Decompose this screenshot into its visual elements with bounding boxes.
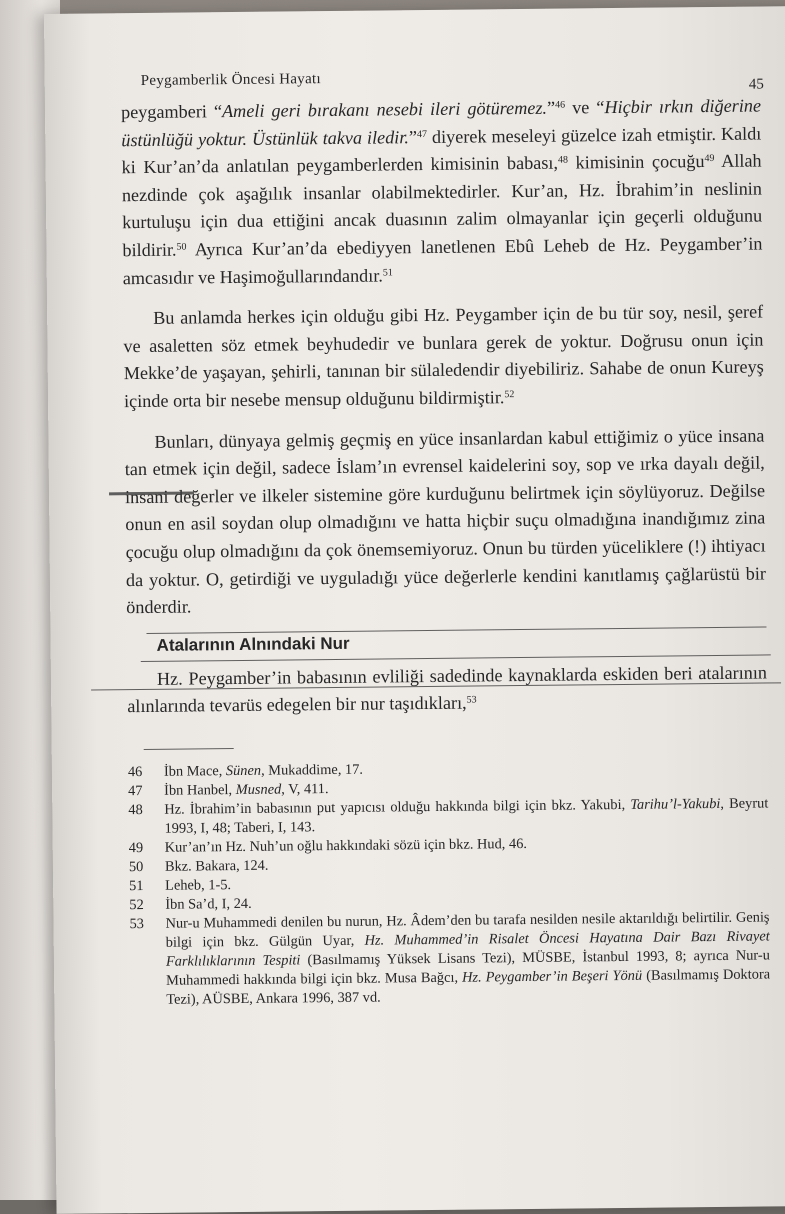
italic-text: Musned bbox=[235, 781, 282, 798]
footnotes bbox=[128, 756, 771, 1010]
text-run: ” bbox=[408, 126, 418, 147]
footnote-ref: 49 bbox=[704, 153, 715, 165]
text-run: Nur-u Muhammedi denilen bu nurun, Hz. Âdem’den bu tarafa nesilden nesile aktarıldığı belirtilir. Geniş bilgi için bkz. Gülgün Uyar, bbox=[165, 909, 770, 951]
text-run: Leheb, 1-5. bbox=[165, 876, 232, 894]
footnote-text bbox=[165, 908, 770, 1009]
text-run: kimisinin çocuğu bbox=[567, 151, 705, 173]
paragraph bbox=[127, 659, 768, 721]
text-run: İbn Sa’d, I, 24. bbox=[165, 895, 252, 913]
italic-text: Ameli geri bırakanı nesebi ileri götüremez. bbox=[221, 97, 548, 122]
footnote-ref: 48 bbox=[557, 154, 569, 166]
text-run: Ayrıca Kur’an’da ebediyyen lanetlenen Ebû Leheb de Hz. Peygamber’in amcasıdır ve Haşimoğullarındandır. bbox=[122, 233, 763, 288]
text-run: ” bbox=[546, 97, 556, 118]
text-run: Bkz. Bakara, 124. bbox=[164, 857, 269, 875]
italic-text: Hz. Muhammed’in Risalet Öncesi Hayatına Dair Bazı Rivayet Farklılıklarının Tespiti bbox=[165, 928, 770, 970]
running-head: Peygamberlik Öncesi Hayatı bbox=[140, 71, 322, 89]
section-title: Atalarının Alnındaki Nur bbox=[156, 633, 350, 655]
text-run: peygamberi “ bbox=[120, 101, 223, 123]
text-run: , Mukaddime, 17. bbox=[260, 761, 364, 779]
footnote-ref: 46 bbox=[555, 99, 566, 111]
paragraph bbox=[123, 299, 764, 416]
text-run: (Basılmamış Doktora Tezi), AÜSBE, Ankara 1996, 387 vd. bbox=[166, 966, 771, 1008]
footnote-number: 46 bbox=[127, 763, 143, 781]
footnote-ref: 47 bbox=[416, 128, 428, 140]
text-run: ve “ bbox=[564, 97, 605, 118]
text-run: İbn Hanbel, bbox=[164, 781, 236, 799]
text-run: Bu anlamda herkes için olduğu gibi Hz. Peygamber için de bu tür soy, nesil, şeref ve asaletten söz etmek beyhudedir ve bunlara gerek de yoktur. Doğrusu onun için Mekke’de yaşayan, şehirli, tanınan bir sülaledendir diyebiliriz. Sahabe de onun Kureyş içinde orta bir nesebe mensup olduğunu bildirmiştir. bbox=[123, 301, 764, 412]
italic-text: Tarihu’l-Yakubi bbox=[630, 795, 721, 813]
footnote-ref: 51 bbox=[382, 266, 393, 279]
text-run: diyerek meseleyi güzelce izah etmiştir. Kaldı ki Kur’an’da anlatılan peygamberlerden kimisinin babası, bbox=[121, 123, 762, 178]
italic-text: Hiçbir ırkın diğerine üstünlüğü yoktur. Üstünlük takva iledir. bbox=[121, 95, 762, 150]
footnote-ref: 52 bbox=[504, 389, 515, 401]
footnote bbox=[129, 908, 770, 1010]
text-run: Allah nezdinde çok aşağılık insanlar olabilmektedirler. Kur’an, Hz. İbrahim’in neslinin kurtuluşu için dua ettiğini ancak duasının zalim olmayanlar için geçerli olduğunu bildirir. bbox=[121, 150, 763, 261]
text-run: İbn Mace, bbox=[163, 763, 226, 780]
footnote-number: 52 bbox=[129, 896, 144, 914]
footnote-number: 50 bbox=[128, 858, 144, 876]
text-run: Hz. İbrahim’in babasının put yapıcısı olduğu hakkında bilgi için bkz. Yakubi, bbox=[164, 796, 631, 818]
page-content bbox=[121, 66, 771, 1010]
footnote-number: 49 bbox=[128, 839, 144, 857]
footnote-number: 53 bbox=[129, 915, 145, 933]
book-page bbox=[44, 6, 785, 1214]
text-run: (Basılmamış Yüksek Lisans Tezi), MÜSBE, İstanbul 1993, 8; ayrıca Nur-u Muhammedi hakkında bilgi için bkz. Musa Bağcı, bbox=[166, 947, 770, 989]
text-run: Kur’an’ın Hz. Nuh’un oğlu hakkındaki sözü için bkz. Hud, 46. bbox=[164, 835, 528, 856]
text-run: Bunları, dünyaya gelmiş geçmiş en yüce insanlardan kabul ettiğimiz o yüce insana tan etmek için değil, sadece İslam’ın evrensel kaidelerini soy, sop ve ırka dayalı değil, insani değerler ve ilkeler sistemine göre kurduğunu belirtmek için söylüyoruz. Değilse onun en asil soydan olup olmadığını ve hatta hiçbir suçu olmadığına inandığımız zina çocuğu olup olmadığını da çok önemsemiyoruz. Onun bu türden yüceliklere (!) ihtiyacı da yoktur. O, getirdiği ve uyguladığı yüce değerlerle kendini kanıtlamış çağlarüstü bir önderdir. bbox=[124, 425, 766, 618]
paragraph bbox=[121, 92, 763, 292]
text-run: , Beyrut 1993, I, 48; Taberi, I, 143. bbox=[164, 795, 769, 837]
footnote-number: 51 bbox=[129, 877, 144, 895]
page-number: 45 bbox=[748, 76, 764, 93]
footnote-number: 48 bbox=[128, 801, 143, 819]
footnote-number: 47 bbox=[128, 782, 143, 800]
text-run: , V, 411. bbox=[281, 780, 329, 798]
footnote-ref: 53 bbox=[466, 694, 477, 706]
footnote-text bbox=[164, 794, 768, 838]
italic-text: Hz. Peygamber’in Beşeri Yönü bbox=[461, 967, 643, 986]
italic-text: Sünen bbox=[225, 762, 262, 780]
paragraph bbox=[124, 422, 766, 622]
text-run: Hz. Peygamber’in babasının evliliği sadedinde kaynaklarda eskiden beri atalarının alınlarında tevarüs edegelen bir nur taşıdıkları, bbox=[127, 662, 768, 717]
footnote-ref: 50 bbox=[176, 241, 187, 253]
